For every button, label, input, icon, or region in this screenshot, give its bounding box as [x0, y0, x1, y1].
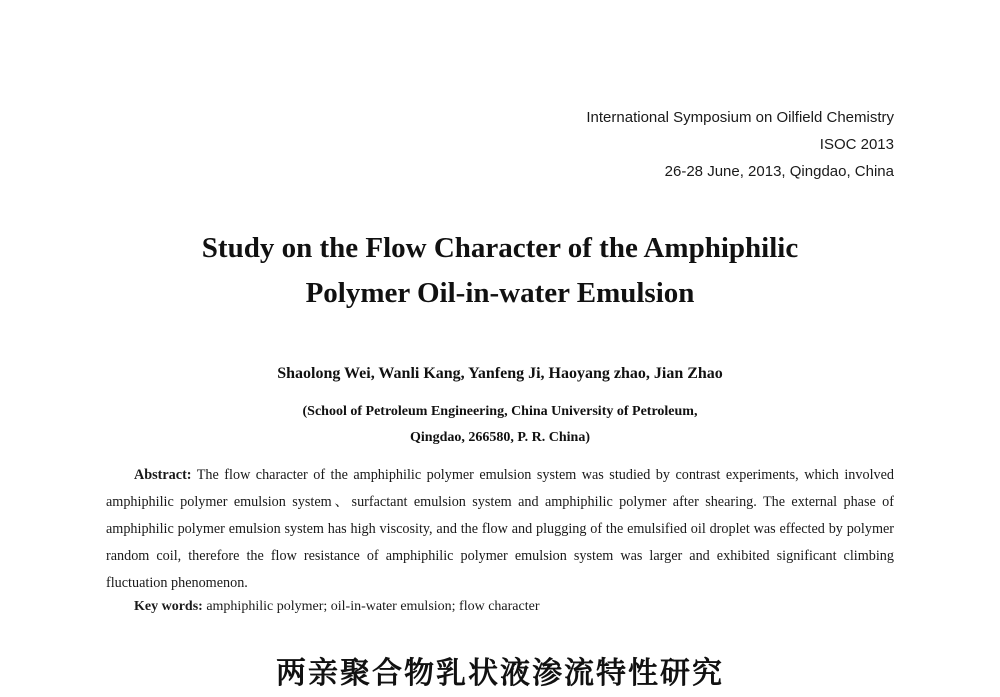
keywords-label: Key words: — [134, 599, 203, 614]
paper-title — [0, 226, 1000, 316]
abstract — [106, 462, 894, 597]
paper-title-line-2: Polymer Oil-in-water Emulsion — [305, 277, 695, 309]
keywords — [134, 597, 894, 617]
conference-name: International Symposium on Oilfield Chemistry — [586, 109, 894, 126]
abstract-text: The flow character of the amphiphilic polymer emulsion system was studied by contrast experiments, which involved amphiphilic polymer emulsion system、surfactant emulsion system and amphiphilic polymer after shearing. The external phase of amphiphilic polymer emulsion system has high viscosity, and the flow and plugging of the emulsified oil droplet was effected by polymer random coil, therefore the flow resistance of amphiphilic polymer emulsion system was larger and exhibited significant climbing fluctuation phenomenon. — [106, 467, 895, 591]
conference-code: ISOC 2013 — [819, 136, 894, 153]
chinese-title: 两亲聚合物乳状液渗流特性研究 — [276, 656, 724, 691]
abstract-label: Abstract: — [134, 467, 192, 483]
affiliation — [0, 399, 1000, 451]
author-list: Shaolong Wei, Wanli Kang, Yanfeng Ji, Haoyang zhao, Jian Zhao — [277, 365, 723, 382]
affiliation-line-1: (School of Petroleum Engineering, China University of Petroleum, — [302, 404, 698, 419]
conference-header — [586, 104, 894, 185]
affiliation-line-2: Qingdao, 266580, P. R. China) — [410, 430, 590, 445]
keywords-text: amphiphilic polymer; oil-in-water emulsion; flow character — [206, 599, 540, 614]
paper-title-line-1: Study on the Flow Character of the Amphiphilic — [201, 232, 799, 264]
conference-date-place: 26-28 June, 2013, Qingdao, China — [664, 163, 894, 180]
